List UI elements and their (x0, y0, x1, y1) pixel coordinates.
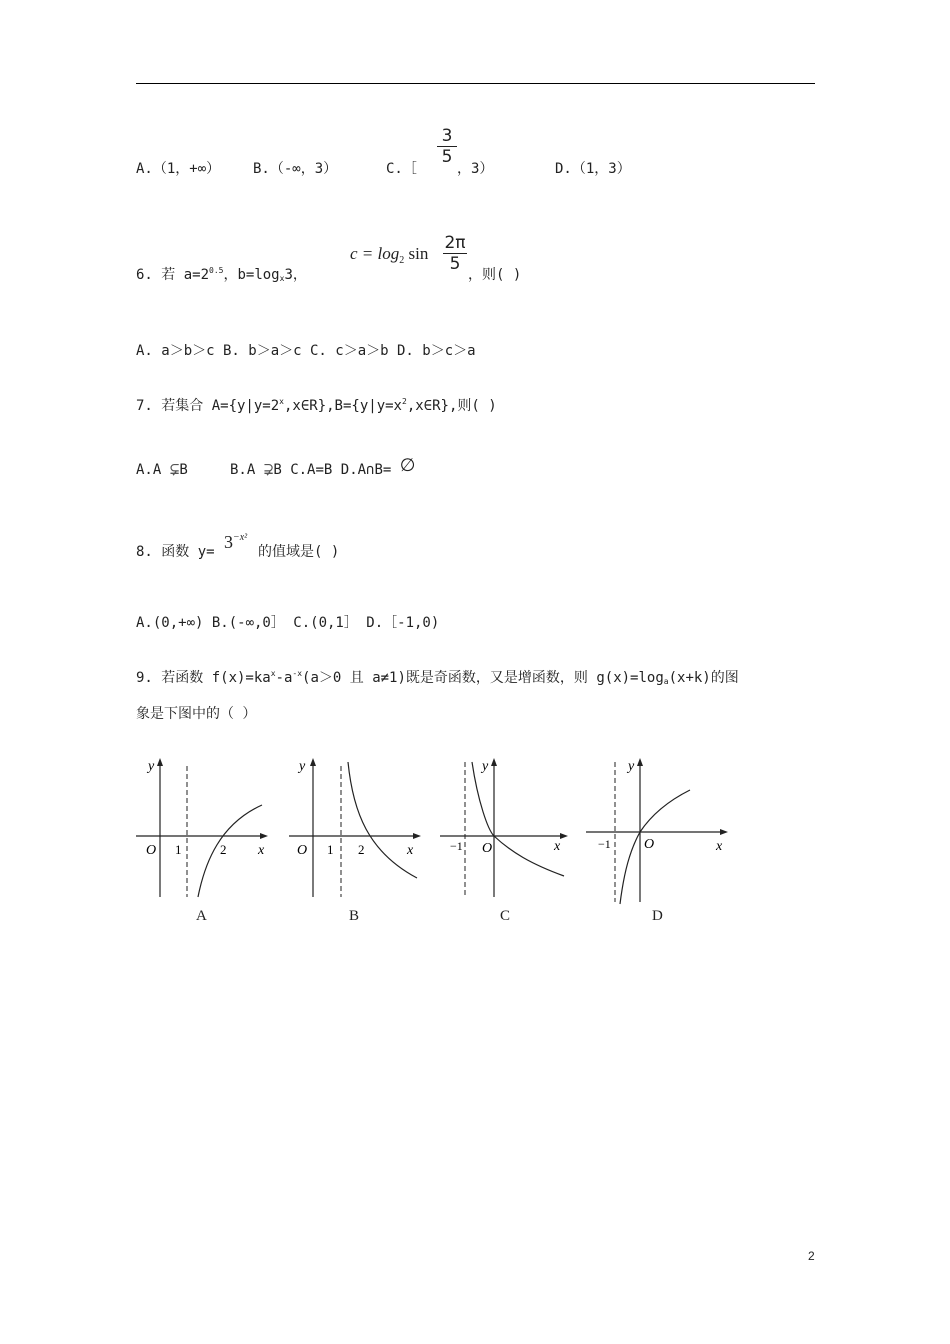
tick-1-label: 1 (327, 842, 334, 857)
tick-neg1-label: −1 (598, 837, 611, 851)
q8-expression: $3^{-x^2}$ (224, 532, 248, 552)
y-axis-label: y (299, 759, 306, 774)
y-axis-label: y (148, 759, 155, 774)
graph-b (283, 752, 423, 907)
q5-fraction-numerator: 3 (441, 126, 453, 146)
header-rule (136, 83, 815, 84)
origin-label: O (146, 843, 157, 858)
tick-2-label: 2 (358, 842, 365, 857)
q5-option-a: A.（1，+∞） (136, 161, 221, 177)
tick-neg1-label: −1 (450, 839, 463, 853)
y-axis-label: y (482, 759, 489, 774)
q5-option-c-suffix: ，3） (457, 161, 494, 177)
q6-suffix: ，则( ) (468, 267, 522, 283)
graph-a (130, 752, 270, 907)
subsetneq-symbol: ⊊ (169, 459, 180, 478)
q5-option-b: B.（-∞，3） (253, 161, 338, 177)
x-axis-label: x (407, 843, 414, 858)
origin-label: O (644, 837, 655, 852)
x-axis-label: x (716, 839, 723, 854)
tick-2-label: 2 (220, 842, 227, 857)
page-number: 2 (808, 1249, 815, 1263)
empty-set-symbol: ∅ (399, 455, 416, 475)
origin-label: O (297, 843, 308, 858)
graph-d (582, 752, 742, 907)
q6-formula-fraction: $\frac{2\pi}{5}$ (444, 233, 466, 274)
supsetneq-symbol: ⊋ (263, 459, 274, 478)
q5-fraction-denominator: 5 (437, 146, 457, 167)
graph-a-caption: A (196, 908, 207, 924)
q6-stem-text: 6. 若 $a=2^{0.5}$，$b=\log_x3$， (136, 266, 307, 283)
q6-options: A. a＞b＞c B. b＞a＞c C. c＞a＞b D. b＞c＞a (136, 343, 476, 359)
origin-label: O (482, 841, 493, 856)
q7-stem: 7. 若集合 $A=\{y|y=2^x,x\in R\},B=\{y|y=x^2,x\in R\}$,则( ) (136, 397, 497, 414)
graph-b-caption: B (349, 908, 360, 924)
q8-options: A.(0,+∞) B.(-∞,0］ C.(0,1］ D.［-1,0) (136, 615, 440, 631)
q5-option-d: D.（1，3） (555, 161, 631, 177)
graph-c-caption: C (500, 908, 511, 924)
q8-stem-a: 8. 函数 y= (136, 544, 215, 560)
q7-options: A.A ⊊B B.A ⊋B C.A=B D.A∩B= ∅ (136, 455, 416, 478)
q5-fraction (437, 126, 457, 167)
q9-line1: 9. 若函数 $f(x)=ka^x-a^{-x}(a>0$ 且 a≠1)既是奇函数，又是增函数，则 $g(x)=\log_a(x+k)$的图 (136, 669, 739, 686)
q5-option-c-prefix: C.［ (386, 161, 417, 177)
q9-line2: 象是下图中的（ ） (136, 706, 257, 722)
graph-d-caption: D (652, 908, 663, 924)
x-axis-label: x (554, 839, 561, 854)
y-axis-label: y (628, 759, 635, 774)
graph-c (436, 752, 576, 907)
q6-formula: $c = \log_2 \sin$ (350, 244, 429, 266)
tick-1-label: 1 (175, 842, 182, 857)
x-axis-label: x (258, 843, 265, 858)
q8-stem-b: 的值域是( ) (258, 544, 340, 560)
